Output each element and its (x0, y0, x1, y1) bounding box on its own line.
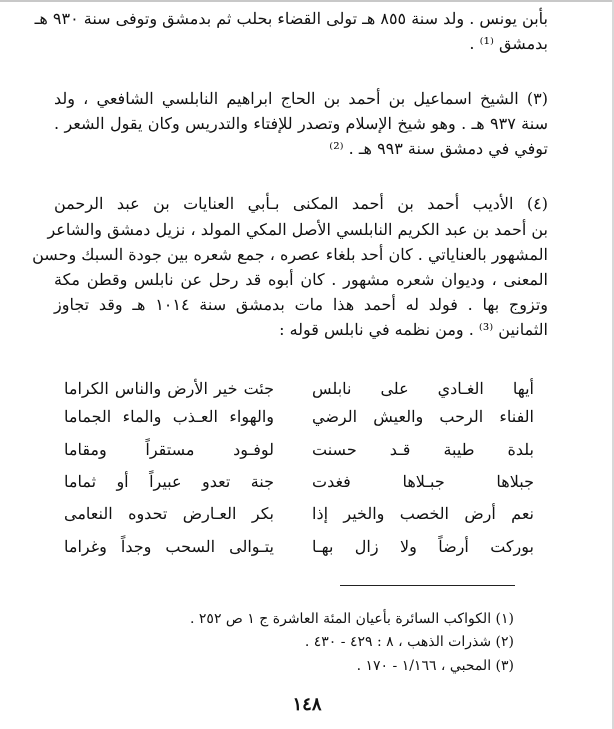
footnote-separator (340, 585, 515, 586)
paragraph-1-line-2: بدمشق ⁽¹⁾ . (469, 34, 548, 53)
paragraph-3-line-4: المعنى ، وديوان شعره مشهور . كان أبوه قد رحل عن نابلس وقطن مكة (54, 270, 548, 289)
poem-verse-3-first-hemistich: بلدة طيبة قـد حسنت (312, 440, 534, 459)
poem-verse-2-second-hemistich: والهواء العـذب والماء الجماما (64, 407, 274, 426)
poem-verse-6-first-hemistich: بوركت أرضاً ولا زال بهـا (312, 537, 534, 556)
poem-verse-1-second-hemistich: جئت خير الأرض والناس الكراما (64, 379, 274, 398)
page-number: ١٤٨ (292, 694, 322, 715)
paragraph-3-line-5: وتزوج بها . فولد له أحمد هذا مات بدمشق سنة ١٠١٤ هـ وقد تجاوز (54, 295, 548, 314)
poem-verse-5-first-hemistich: نعم أرض الخصب والخير إذا (312, 504, 534, 523)
poem-verse-1-first-hemistich: أيها الغـادي على نابلس (312, 379, 534, 398)
footnote-1: (١) الكواكب السائرة بأعيان المئة العاشرة ج ١ ص ٢٥٢ . (190, 611, 514, 627)
paragraph-3-line-6: الثمانين ⁽³⁾ . ومن نظمه في نابلس قوله : (279, 320, 548, 339)
poem-verse-5-second-hemistich: بكر العـارض تحدوه النعامى (64, 504, 274, 523)
poem-verse-6-second-hemistich: يتـوالى السحب وجداً وغراما (64, 537, 274, 556)
poem-verse-4-second-hemistich: جنة تعدو عبيراً أو ثماما (64, 472, 274, 491)
paragraph-1-line-1: بأبن يونس . ولد سنة ٨٥٥ هـ تولى القضاء بحلب ثم بدمشق وتوفى سنة ٩٣٠ هـ (34, 9, 548, 28)
paragraph-2-line-1: (٣) الشيخ اسماعيل بن أحمد بن الحاج ابراهيم النابلسي الشافعي ، ولد (54, 89, 548, 108)
paragraph-3-line-3: المشهور بالعناياتي . كان أحد بلغاء عصره ، جمع شعره بين جودة السبك وحسن (32, 245, 548, 264)
footnote-3: (٣) المحبي ، ١/١٦٦ - ١٧٠ . (356, 658, 514, 674)
paragraph-2-line-3: توفي في دمشق سنة ٩٩٣ هـ . ⁽²⁾ (329, 139, 548, 158)
poem-verse-2-first-hemistich: الفناء الرحب والعيش الرضي (312, 407, 534, 426)
poem-verse-3-second-hemistich: لوفـود مستقراً ومقاما (64, 440, 274, 459)
footnote-2: (٢) شذرات الذهب ، ٨ : ٤٢٩ - ٤٣٠ . (304, 634, 514, 650)
paragraph-3-line-1: (٤) الأديب أحمد بن أحمد المكنى بـأبي العنايات بن عبد الرحمن (54, 194, 548, 213)
paragraph-2-line-2: سنة ٩٣٧ هـ . وهو شيخ الإسلام وتصدر للإفتاء والتدريس وكان يقول الشعر . (54, 114, 548, 133)
paragraph-3-line-2: بن أحمد بن عبد الكريم النابلسي الأصل المكي المولد ، نزيل دمشق والشاعر (47, 220, 548, 239)
poem-verse-4-first-hemistich: جبلاها جبـلاها فغدت (312, 472, 534, 491)
